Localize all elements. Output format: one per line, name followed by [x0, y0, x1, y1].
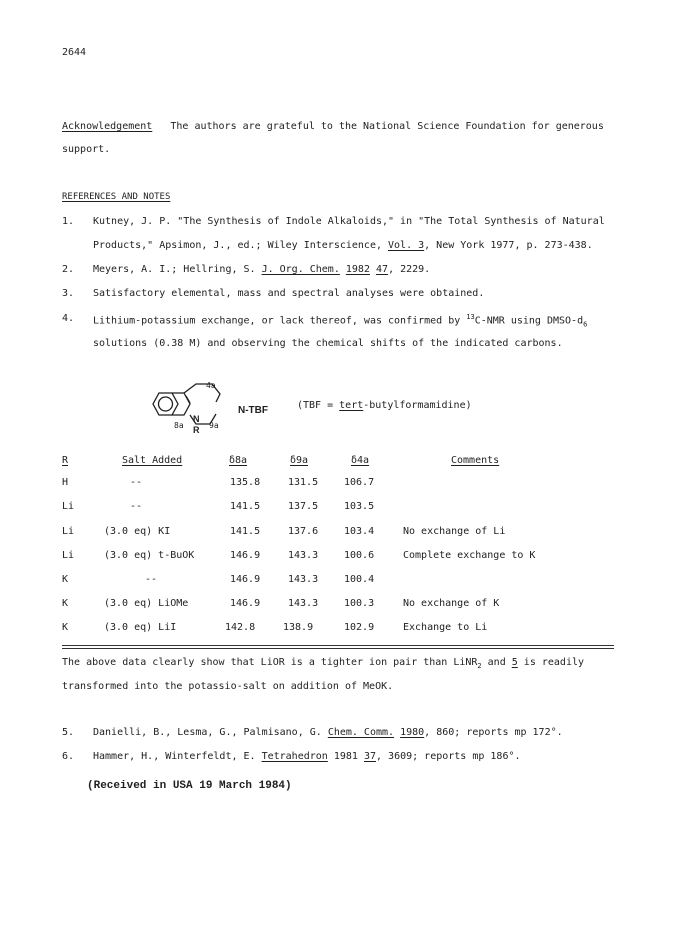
cell-comment: No exchange of K: [403, 598, 500, 609]
cell-d9a: 143.3: [288, 550, 319, 561]
label-ntbf: N-TBF: [238, 405, 268, 416]
cell-comment: Exchange to Li: [403, 622, 488, 633]
cell-r: Li: [62, 501, 75, 512]
reference-1-publisher: , New York 1977, p. 273-438.: [424, 240, 593, 251]
page-number: 2644: [62, 47, 87, 58]
reference-2-number: 2.: [62, 264, 75, 275]
cell-d4a: 103.5: [344, 501, 375, 512]
label-9a: 9a: [209, 421, 219, 430]
cell-salt: --: [145, 574, 158, 585]
cell-r: H: [62, 477, 69, 488]
cell-comment: No exchange of Li: [403, 526, 506, 537]
cell-d9a: 143.3: [288, 598, 319, 609]
reference-1-volume: Vol. 3: [388, 240, 425, 251]
cell-d4a: 100.6: [344, 550, 375, 561]
conclusion-line-2: transformed into the potassio-salt on addition of MeOK.: [62, 681, 394, 692]
reference-4-nmr: C-NMR using DMSO-d: [474, 315, 584, 327]
cell-d4a: 100.3: [344, 598, 375, 609]
reference-5-line: [93, 727, 563, 738]
reference-2-volume: 47: [376, 264, 389, 275]
pyrrole-ring: [172, 393, 190, 415]
received-date: (Received in USA 19 March 1984): [87, 780, 292, 792]
tbf-note-suffix: -butylformamidine): [363, 400, 472, 411]
cell-salt: (3.0 eq) LiI: [104, 622, 177, 633]
header-d4a: δ4a: [351, 455, 370, 466]
cell-d9a: 143.3: [288, 574, 319, 585]
reference-6-year: 1981: [333, 751, 358, 762]
header-salt: Salt Added: [122, 455, 183, 466]
cell-r: Li: [62, 550, 75, 561]
header-r: R: [62, 455, 69, 466]
reference-5-authors: Danielli, B., Lesma, G., Palmisano, G.: [93, 727, 328, 738]
cell-r: K: [62, 574, 69, 585]
reference-5-journal: Chem. Comm.: [327, 727, 395, 738]
reference-6-rest: , 3609; reports mp 186°.: [376, 751, 521, 762]
conclusion-text: The above data clearly show that LiOR is a tighter ion pair than LiNR: [62, 657, 478, 668]
cell-d4a: 103.4: [344, 526, 375, 537]
reference-4-line-2: solutions (0.38 M) and observing the chemical shifts of the indicated carbons.: [93, 338, 563, 349]
table-rule-upper: [62, 645, 614, 646]
cell-salt: (3.0 eq) LiOMe: [104, 598, 189, 609]
tbf-note-tert: tert: [339, 400, 364, 411]
conclusion-end: is readily: [517, 657, 585, 668]
reference-6-line: [93, 751, 521, 762]
reference-3-text: Satisfactory elemental, mass and spectral analyses were obtained.: [93, 288, 485, 299]
reference-4-subscript: 6: [583, 320, 588, 329]
reference-2-authors: Meyers, A. I.; Hellring, S.: [93, 264, 262, 275]
acknowledgement-label: Acknowledgement: [62, 121, 153, 132]
structure-bonds: [153, 384, 220, 424]
reference-4-superscript: 13: [466, 313, 475, 321]
cell-d8a: 146.9: [230, 574, 261, 585]
cell-salt: (3.0 eq) KI: [104, 526, 171, 537]
conclusion-subscript: 2: [477, 662, 482, 670]
reference-3-number: 3.: [62, 288, 75, 299]
cell-d9a: 138.9: [283, 622, 314, 633]
cell-comment: Complete exchange to K: [403, 550, 536, 561]
header-d9a: δ9a: [290, 455, 309, 466]
tbf-note-prefix: (TBF =: [297, 400, 340, 411]
cell-r: Li: [62, 526, 75, 537]
label-r-group: R: [193, 425, 200, 435]
cell-r: K: [62, 598, 69, 609]
reference-4-text: Lithium-potassium exchange, or lack thereof, was confirmed by: [93, 315, 467, 327]
reference-5-year: 1980: [400, 727, 425, 738]
reference-1-number: 1.: [62, 216, 75, 227]
double-bond-line: [186, 396, 190, 403]
cell-salt: --: [130, 501, 143, 512]
cell-d9a: 131.5: [288, 477, 319, 488]
reference-2-journal: J. Org. Chem.: [261, 264, 340, 275]
reference-5-rest: , 860; reports mp 172°.: [424, 727, 563, 738]
conclusion-and: and: [481, 657, 512, 668]
header-d8a: δ8a: [229, 455, 248, 466]
benzene-ring: [153, 393, 178, 415]
cell-d8a: 141.5: [230, 526, 261, 537]
reference-1-text: Products," Apsimon, J., ed.; Wiley Interscience,: [93, 240, 389, 251]
aromatic-circle: [159, 397, 173, 411]
reference-1-line-2: [93, 240, 593, 251]
cell-d8a: 146.9: [230, 550, 261, 561]
reference-6-volume: 37: [363, 751, 377, 762]
tbf-note: [297, 400, 472, 411]
reference-6-journal: Tetrahedron: [261, 751, 328, 762]
cell-r: K: [62, 622, 69, 633]
cell-d9a: 137.5: [288, 501, 319, 512]
acknowledgement-line-2: support.: [62, 144, 111, 155]
reference-6-number: 6.: [62, 751, 75, 762]
conclusion-line-1: [62, 657, 584, 670]
reference-1-line-1: Kutney, J. P. "The Synthesis of Indole Alkaloids," in "The Total Synthesis of Natural: [93, 216, 605, 227]
cell-d9a: 137.6: [288, 526, 319, 537]
cell-d8a: 142.8: [225, 622, 256, 633]
label-nitrogen: N: [193, 414, 200, 424]
cell-salt: --: [130, 477, 143, 488]
cell-d4a: 102.9: [344, 622, 375, 633]
reference-4-line-1: [93, 313, 587, 328]
acknowledgement-line-1: [62, 121, 604, 132]
label-8a: 8a: [174, 421, 184, 430]
cell-d8a: 141.5: [230, 501, 261, 512]
cell-d4a: 100.4: [344, 574, 375, 585]
acknowledgement-text: The authors are grateful to the National Science Foundation for generous: [170, 121, 604, 132]
label-4a: 4a: [206, 381, 216, 390]
cell-d4a: 106.7: [344, 477, 375, 488]
compound-number: 5: [511, 657, 518, 668]
cell-salt: (3.0 eq) t-BuOK: [104, 550, 195, 561]
reference-2-line: [93, 264, 430, 275]
reference-2-pages: , 2229.: [388, 264, 431, 275]
reference-4-number: 4.: [62, 313, 75, 324]
cell-d8a: 135.8: [230, 477, 261, 488]
reference-2-year: 1982: [345, 264, 370, 275]
reference-6-authors: Hammer, H., Winterfeldt, E.: [93, 751, 262, 762]
reference-5-number: 5.: [62, 727, 75, 738]
header-comments: Comments: [451, 455, 500, 466]
table-rule-lower: [62, 648, 614, 649]
indole-structure-diagram: [140, 380, 310, 442]
cell-d8a: 146.9: [230, 598, 261, 609]
references-heading: REFERENCES AND NOTES: [62, 192, 171, 202]
